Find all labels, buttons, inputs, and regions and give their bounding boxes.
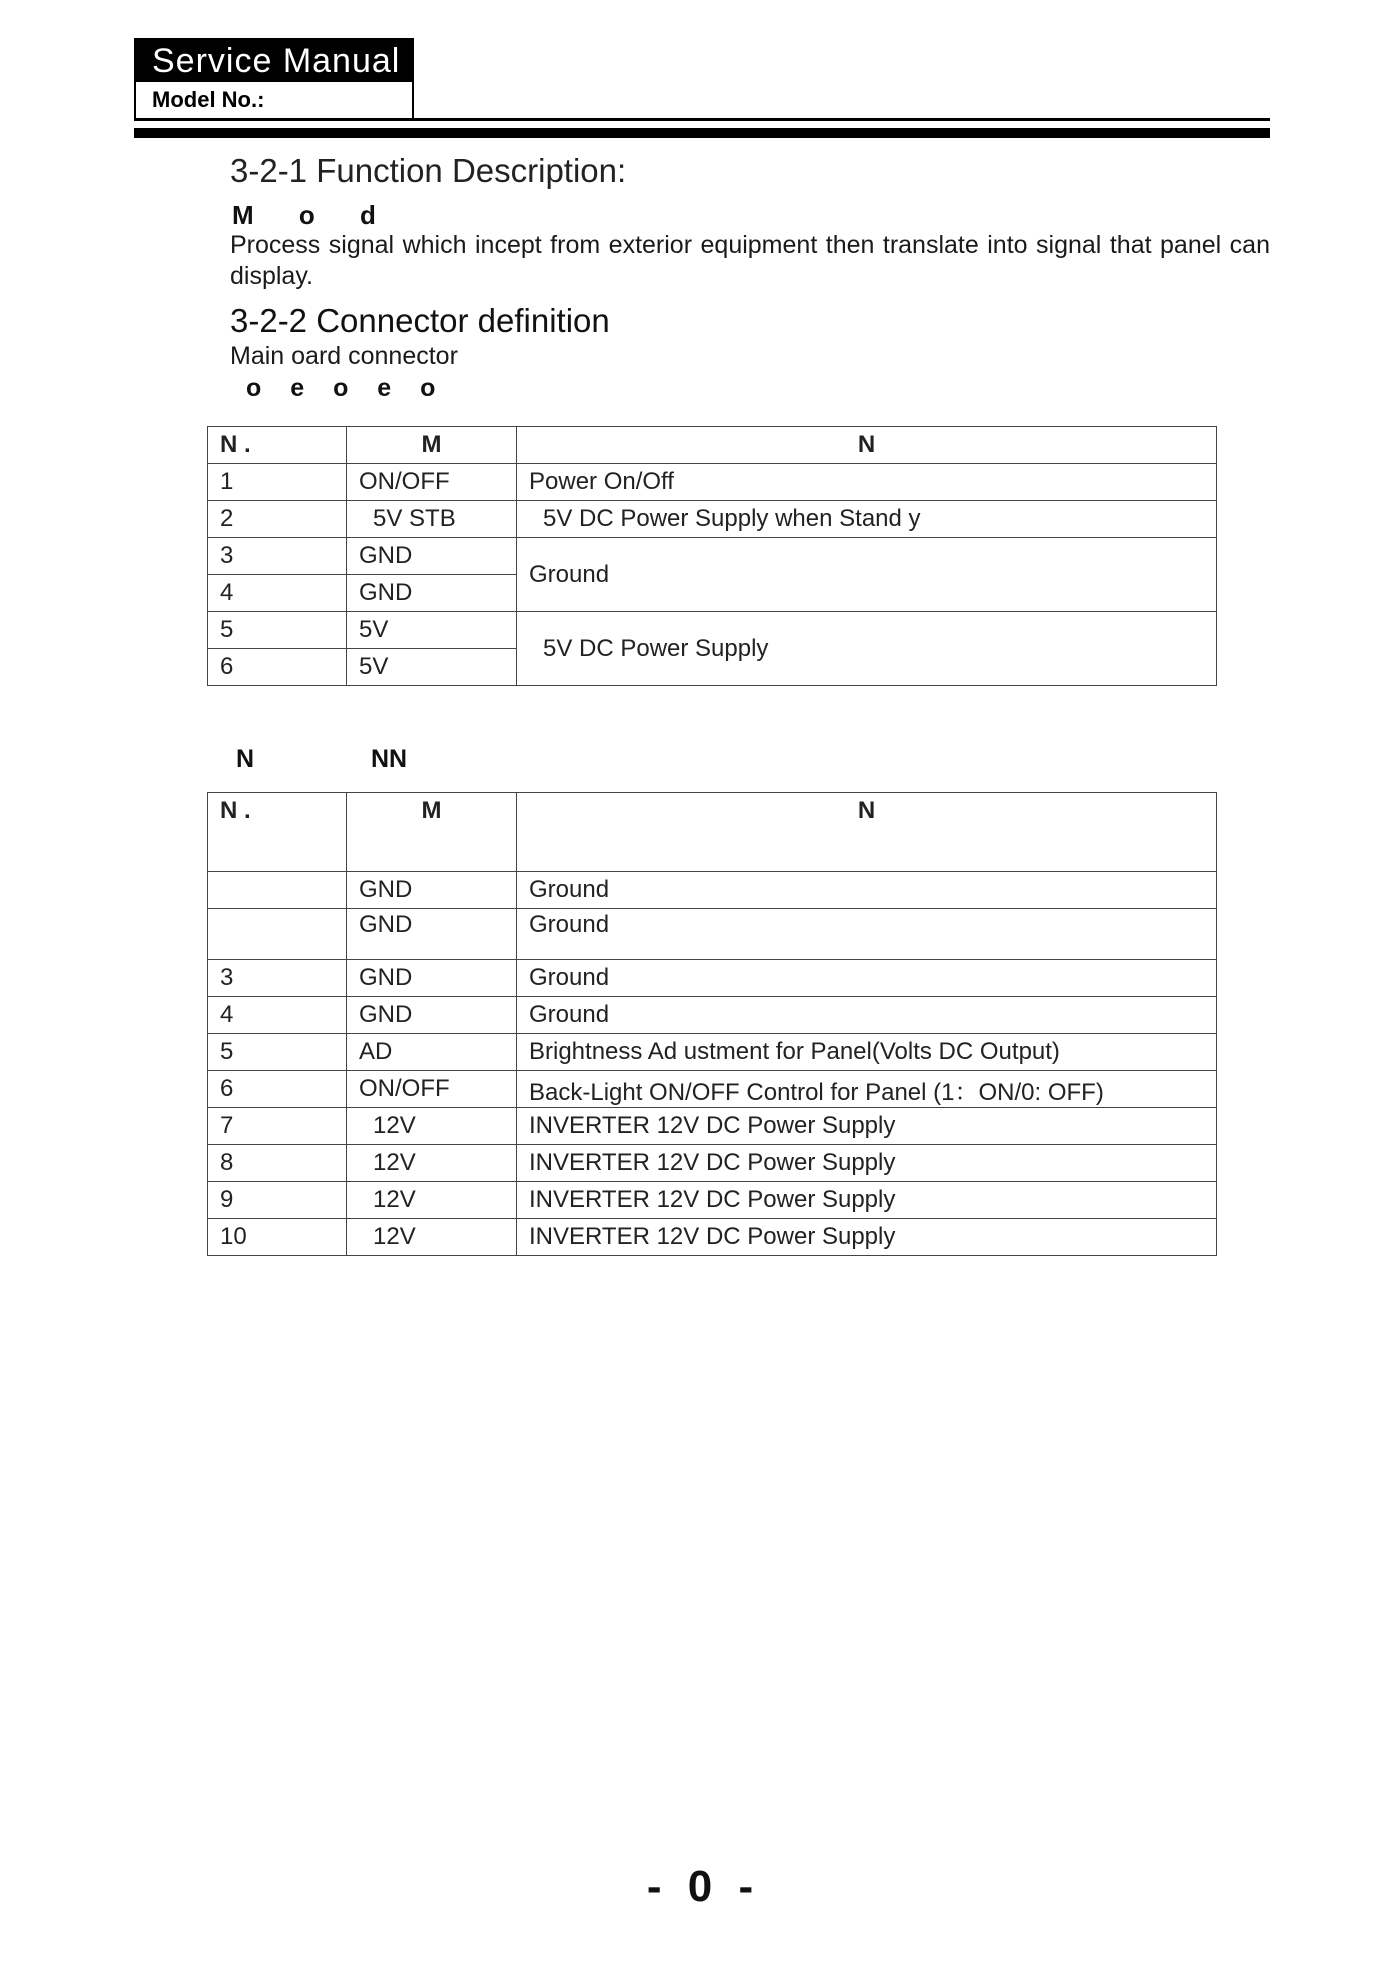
function-description-heading: 3-2-1 Function Description: (230, 152, 627, 189)
pin-name: GND (347, 575, 517, 612)
column-header-no: N . (208, 793, 347, 872)
pin-name: ON/OFF (347, 1071, 517, 1108)
pin-description: INVERTER 12V DC Power Supply (517, 1182, 1217, 1219)
pin-description: INVERTER 12V DC Power Supply (517, 1145, 1217, 1182)
pin-description: INVERTER 12V DC Power Supply (517, 1108, 1217, 1145)
table-row (208, 1071, 1217, 1108)
column-header-name: M (347, 793, 517, 872)
pin-name: 12V (347, 1145, 517, 1182)
pin-number: 4 (208, 997, 347, 1034)
pin-number: 7 (208, 1108, 347, 1145)
pin-name: GND (347, 909, 517, 960)
pin-description: Ground (517, 538, 1217, 612)
pin-number (208, 872, 347, 909)
pin-name: 12V (347, 1219, 517, 1256)
pin-description: Ground (517, 909, 1217, 960)
table-row (208, 464, 1217, 501)
main-board-connector-label: Main oard connector (230, 342, 458, 370)
table-row (208, 997, 1217, 1034)
pin-number: 4 (208, 575, 347, 612)
table-header-row (208, 793, 1217, 872)
pin-number: 10 (208, 1219, 347, 1256)
pin-description: Ground (517, 997, 1217, 1034)
pin-description: Ground (517, 960, 1217, 997)
table-row (208, 1219, 1217, 1256)
table-row (208, 501, 1217, 538)
pin-name: 5V (347, 649, 517, 686)
table-header-row (208, 427, 1217, 464)
table-row (208, 909, 1217, 960)
pin-name: GND (347, 997, 517, 1034)
table-row (208, 538, 1217, 575)
pin-name: 5V (347, 612, 517, 649)
function-paragraph: Process signal which incept from exterior equipment then translate into signal that panel can display. (230, 231, 1270, 290)
model-number-label: Model No.: (152, 87, 265, 112)
pin-name: GND (347, 538, 517, 575)
header-box (134, 38, 414, 120)
column-header-description: N (517, 427, 1217, 464)
pin-name: 5V STB (347, 501, 517, 538)
pin-number: 5 (208, 612, 347, 649)
pin-number (208, 909, 347, 960)
pin-number: 2 (208, 501, 347, 538)
header-rule-thin (134, 118, 1270, 121)
pin-description: 5V DC Power Supply when Stand y (517, 501, 1217, 538)
pin-description: Power On/Off (517, 464, 1217, 501)
table-row (208, 1182, 1217, 1219)
pin-description: 5V DC Power Supply (517, 612, 1217, 686)
connector-definition-heading: 3-2-2 Connector definition (230, 302, 610, 339)
pin-name: GND (347, 960, 517, 997)
pin-number: 3 (208, 538, 347, 575)
pin-number: 1 (208, 464, 347, 501)
pin-number: 6 (208, 1071, 347, 1108)
function-subheading: M o d (232, 200, 378, 230)
header-rule-thick (134, 128, 1270, 138)
pin-number: 9 (208, 1182, 347, 1219)
panel-connector-subheading: N NN (236, 745, 408, 773)
table-row (208, 960, 1217, 997)
pin-description: Back-Light ON/OFF Control for Panel (1：ON/0: OFF) (517, 1071, 1217, 1108)
pin-number: 5 (208, 1034, 347, 1071)
inverter-connector-table (207, 792, 1217, 1256)
table-row (208, 1034, 1217, 1071)
pin-description: Ground (517, 872, 1217, 909)
table-row (208, 872, 1217, 909)
pin-name: 12V (347, 1108, 517, 1145)
table-row (208, 612, 1217, 649)
pin-number: 8 (208, 1145, 347, 1182)
table-row (208, 1145, 1217, 1182)
pin-number: 3 (208, 960, 347, 997)
power-connector-subheading: o e o e o (246, 374, 438, 402)
column-header-no: N . (208, 427, 347, 464)
pin-description: INVERTER 12V DC Power Supply (517, 1219, 1217, 1256)
pin-name: 12V (347, 1182, 517, 1219)
pin-description: Brightness Ad ustment for Panel(Volts DC Output) (517, 1034, 1217, 1071)
page-number: - 0 - (646, 1862, 754, 1911)
column-header-description: N (517, 793, 1217, 872)
power-connector-table (207, 426, 1217, 686)
column-header-name: M (347, 427, 517, 464)
pin-name: AD (347, 1034, 517, 1071)
header-title: Service Manual (136, 40, 412, 82)
pin-name: GND (347, 872, 517, 909)
pin-name: ON/OFF (347, 464, 517, 501)
pin-number: 6 (208, 649, 347, 686)
table-row (208, 1108, 1217, 1145)
